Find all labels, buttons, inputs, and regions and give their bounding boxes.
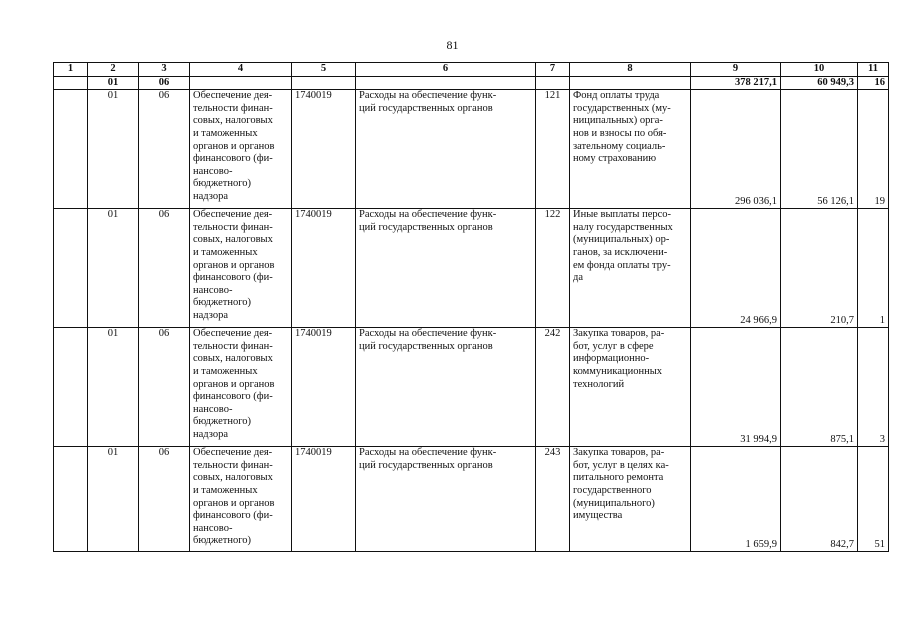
row-col10: 210,7 <box>781 209 858 328</box>
column-number-header <box>54 63 889 77</box>
row-col9: 296 036,1 <box>691 90 781 209</box>
row-expense-type: Иные выплаты персо- налу государственных (муниципальных) ор- ганов, за исключени- ем фонда оплаты тру- да <box>570 209 691 328</box>
total-cell-empty <box>356 76 536 90</box>
row-target: 1740019 <box>292 447 356 552</box>
col-header-1: 1 <box>54 63 88 77</box>
row-col9: 31 994,9 <box>691 328 781 447</box>
row-col10: 842,7 <box>781 447 858 552</box>
row-section: 01 <box>88 90 139 209</box>
row-cell-empty <box>54 209 88 328</box>
table-row <box>54 328 889 447</box>
row-col11: 1 <box>858 209 889 328</box>
table-row <box>54 209 889 328</box>
row-col11: 3 <box>858 328 889 447</box>
row-expense-name: Расходы на обеспечение функ- ций государственных органов <box>356 209 536 328</box>
col-header-3: 3 <box>139 63 190 77</box>
row-target: 1740019 <box>292 90 356 209</box>
total-cell-empty <box>292 76 356 90</box>
row-expense-code: 122 <box>536 209 570 328</box>
row-col11: 19 <box>858 90 889 209</box>
col-header-4: 4 <box>190 63 292 77</box>
total-cell-empty <box>536 76 570 90</box>
row-expense-type: Закупка товаров, ра- бот, услуг в сфере информационно- коммуникационных технологий <box>570 328 691 447</box>
row-subsection: 06 <box>139 328 190 447</box>
row-col11: 51 <box>858 447 889 552</box>
row-col9: 24 966,9 <box>691 209 781 328</box>
row-expense-name: Расходы на обеспечение функ- ций государственных органов <box>356 328 536 447</box>
row-cell-empty <box>54 328 88 447</box>
row-name: Обеспечение дея- тельности финан- совых, налоговых и таможенных органов и органов финансового (фи- нансово- бюджетного) надзора <box>190 90 292 209</box>
row-expense-name: Расходы на обеспечение функ- ций государственных органов <box>356 447 536 552</box>
row-cell-empty <box>54 90 88 209</box>
col-header-11: 11 <box>858 63 889 77</box>
row-col10: 56 126,1 <box>781 90 858 209</box>
col-header-6: 6 <box>356 63 536 77</box>
total-col10: 60 949,3 <box>781 76 858 90</box>
row-target: 1740019 <box>292 209 356 328</box>
row-name: Обеспечение дея- тельности финан- совых, налоговых и таможенных органов и органов финансового (фи- нансово- бюджетного) надзора <box>190 328 292 447</box>
row-name: Обеспечение дея- тельности финан- совых, налоговых и таможенных органов и органов финансового (фи- нансово- бюджетного) надзора <box>190 209 292 328</box>
total-row <box>54 76 889 90</box>
total-cell-empty <box>570 76 691 90</box>
row-name: Обеспечение дея- тельности финан- совых, налоговых и таможенных органов и органов финансового (фи- нансово- бюджетного) <box>190 447 292 552</box>
row-section: 01 <box>88 447 139 552</box>
row-expense-type: Фонд оплаты труда государственных (му- ниципальных) орга- нов и взносы по обя- зательному социаль- ному страхованию <box>570 90 691 209</box>
row-expense-type: Закупка товаров, ра- бот, услуг в целях ка- питального ремонта государственного (муниципального) имущества <box>570 447 691 552</box>
row-target: 1740019 <box>292 328 356 447</box>
total-subsection: 06 <box>139 76 190 90</box>
col-header-8: 8 <box>570 63 691 77</box>
col-header-7: 7 <box>536 63 570 77</box>
row-cell-empty <box>54 447 88 552</box>
row-expense-code: 121 <box>536 90 570 209</box>
row-expense-code: 243 <box>536 447 570 552</box>
row-expense-code: 242 <box>536 328 570 447</box>
row-section: 01 <box>88 328 139 447</box>
col-header-10: 10 <box>781 63 858 77</box>
budget-table <box>53 62 889 552</box>
page-number: 81 <box>446 38 459 52</box>
total-section: 01 <box>88 76 139 90</box>
col-header-2: 2 <box>88 63 139 77</box>
col-header-9: 9 <box>691 63 781 77</box>
table-row <box>54 447 889 552</box>
row-subsection: 06 <box>139 447 190 552</box>
row-expense-name: Расходы на обеспечение функ- ций государственных органов <box>356 90 536 209</box>
total-cell-empty <box>54 76 88 90</box>
row-col10: 875,1 <box>781 328 858 447</box>
table-row <box>54 90 889 209</box>
row-subsection: 06 <box>139 209 190 328</box>
row-subsection: 06 <box>139 90 190 209</box>
total-cell-empty <box>190 76 292 90</box>
row-col9: 1 659,9 <box>691 447 781 552</box>
total-col11: 16 <box>858 76 889 90</box>
total-col9: 378 217,1 <box>691 76 781 90</box>
col-header-5: 5 <box>292 63 356 77</box>
row-section: 01 <box>88 209 139 328</box>
